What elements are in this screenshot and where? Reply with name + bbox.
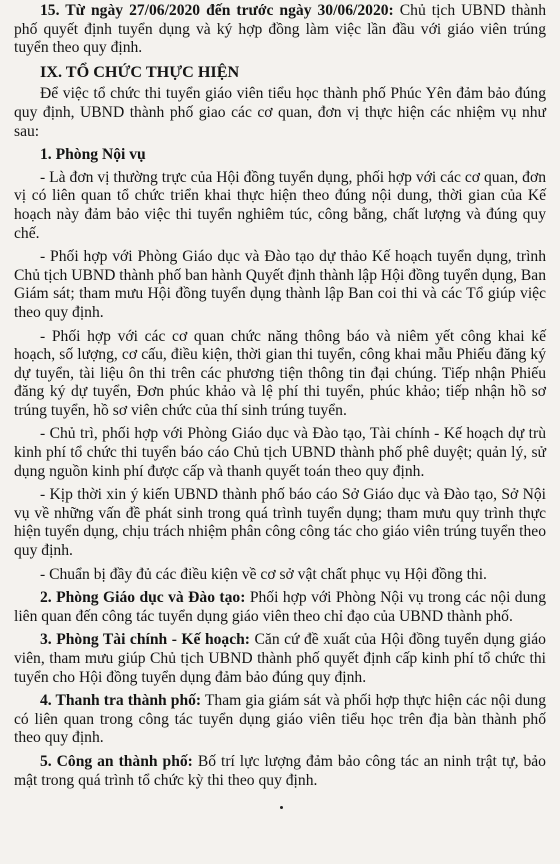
- subsection-3-heading: 3. Phòng Tài chính - Kế hoạch:: [40, 631, 250, 649]
- step-15-heading: 15. Từ ngày 27/06/2020 đến trước ngày 30/06/2020:: [40, 2, 394, 19]
- section-ix-title: [14, 63, 546, 82]
- scan-speck: [280, 806, 283, 809]
- subsection-3: [14, 631, 546, 687]
- subsection-2-text: Phối hợp với Phòng Nội vụ trong các nội dung liên quan đến công tác tuyển dụng giáo viên theo chỉ đạo của UBND thành phố.: [14, 589, 546, 625]
- subsection-5-text: Bố trí lực lượng đảm bảo công tác an ninh trật tự, bảo mật trong quá trình tổ chức kỳ thi theo quy định.: [14, 752, 546, 789]
- paragraph-step-15: [14, 2, 546, 58]
- subsection-2: [14, 589, 546, 626]
- subsection-5: [14, 753, 546, 790]
- section-intro: Để việc tổ chức thi tuyển giáo viên tiểu học thành phố Phúc Yên đảm bảo đúng quy định, UBND thành phố giao các cơ quan, đơn vị thực hiện các nhiệm vụ như sau:: [14, 85, 546, 140]
- subsection-1-bullet-3: - Phối hợp với các cơ quan chức năng thông báo và niêm yết công khai kế hoạch, số lượng, cơ cấu, điều kiện, thời gian thi tuyển, công khai mẫu Phiếu đăng ký dự tuyển, tài liệu ôn thi trên các phương tiện thông tin đại chúng. Tiếp nhận Phiếu đăng ký dự tuyển, Đơn phúc khảo và lệ phí thi tuyển, phúc khảo; tiếp nhận hồ sơ trúng tuyển, hồ sơ viên chức của thí sinh trúng tuyển.: [14, 327, 546, 419]
- section-ix-title-text: IX. TỔ CHỨC THỰC HIỆN: [40, 62, 240, 81]
- subsection-1-bullet-5: - Kịp thời xin ý kiến UBND thành phố báo cáo Sở Giáo dục và Đào tạo, Sở Nội vụ về những vấn đề phát sinh trong quá trình tuyển dụng; tham mưu quy trình thực hiện tuyển dụng, chịu trách nhiệm phân công công tác cho giáo viên trúng tuyển theo quy định.: [14, 486, 546, 560]
- subsection-4-text: Tham gia giám sát và phối hợp thực hiện các nội dung có liên quan trong công tác tuyển dụng giáo viên tiểu học trên địa bàn thành phố theo quy định.: [14, 692, 546, 747]
- subsection-1-title-text: 1. Phòng Nội vụ: [40, 146, 146, 164]
- subsection-1-bullet-6: - Chuẩn bị đầy đủ các điều kiện về cơ sở vật chất phục vụ Hội đồng thi.: [40, 565, 487, 583]
- subsection-4: [14, 692, 546, 748]
- subsection-1-bullet-2: - Phối hợp với Phòng Giáo dục và Đào tạo dự thảo Kế hoạch tuyển dụng, trình Chủ tịch UBND thành phố ban hành Quyết định thành lập Hội đồng tuyển dụng, Ban Giám sát; tham mưu Hội đồng tuyển dụng thành lập Ban coi thi và các Tổ giúp việc theo quy định.: [14, 248, 546, 321]
- subsection-1-bullet-4: - Chủ trì, phối hợp với Phòng Giáo dục và Đào tạo, Tài chính - Kế hoạch dự trù kinh phí tổ chức thi tuyển báo cáo Chủ tịch UBND thành phố phê duyệt; quản lý, sử dụng nguồn kinh phí được cấp và thanh quyết toán theo quy định.: [14, 425, 546, 480]
- subsection-1-bullet-1: - Là đơn vị thường trực của Hội đồng tuyển dụng, phối hợp với các cơ quan, đơn vị có liên quan tổ chức triển khai thực hiện theo đúng nội dung, thời gian của Kế hoạch này đảm bảo việc thi tuyển nghiêm túc, công bằng, chất lượng và đúng quy chế.: [14, 168, 546, 242]
- subsection-3-text: Căn cứ đề xuất của Hội đồng tuyển dụng giáo viên, tham mưu giúp Chủ tịch UBND thành phố quyết định cấp kinh phí tổ chức thi tuyển cho Hội đồng tuyển dụng đảm bảo đúng quy định.: [14, 631, 546, 686]
- subsection-2-heading: 2. Phòng Giáo dục và Đào tạo:: [40, 589, 246, 607]
- subsection-5-heading: 5. Công an thành phố:: [40, 752, 193, 770]
- step-15-text: Chủ tịch UBND thành phố quyết định tuyển dụng và ký hợp đồng làm việc lần đầu với giáo viên trúng tuyển theo quy định.: [14, 2, 546, 57]
- subsection-4-heading: 4. Thanh tra thành phố:: [40, 692, 202, 710]
- subsection-1-title: [14, 146, 546, 165]
